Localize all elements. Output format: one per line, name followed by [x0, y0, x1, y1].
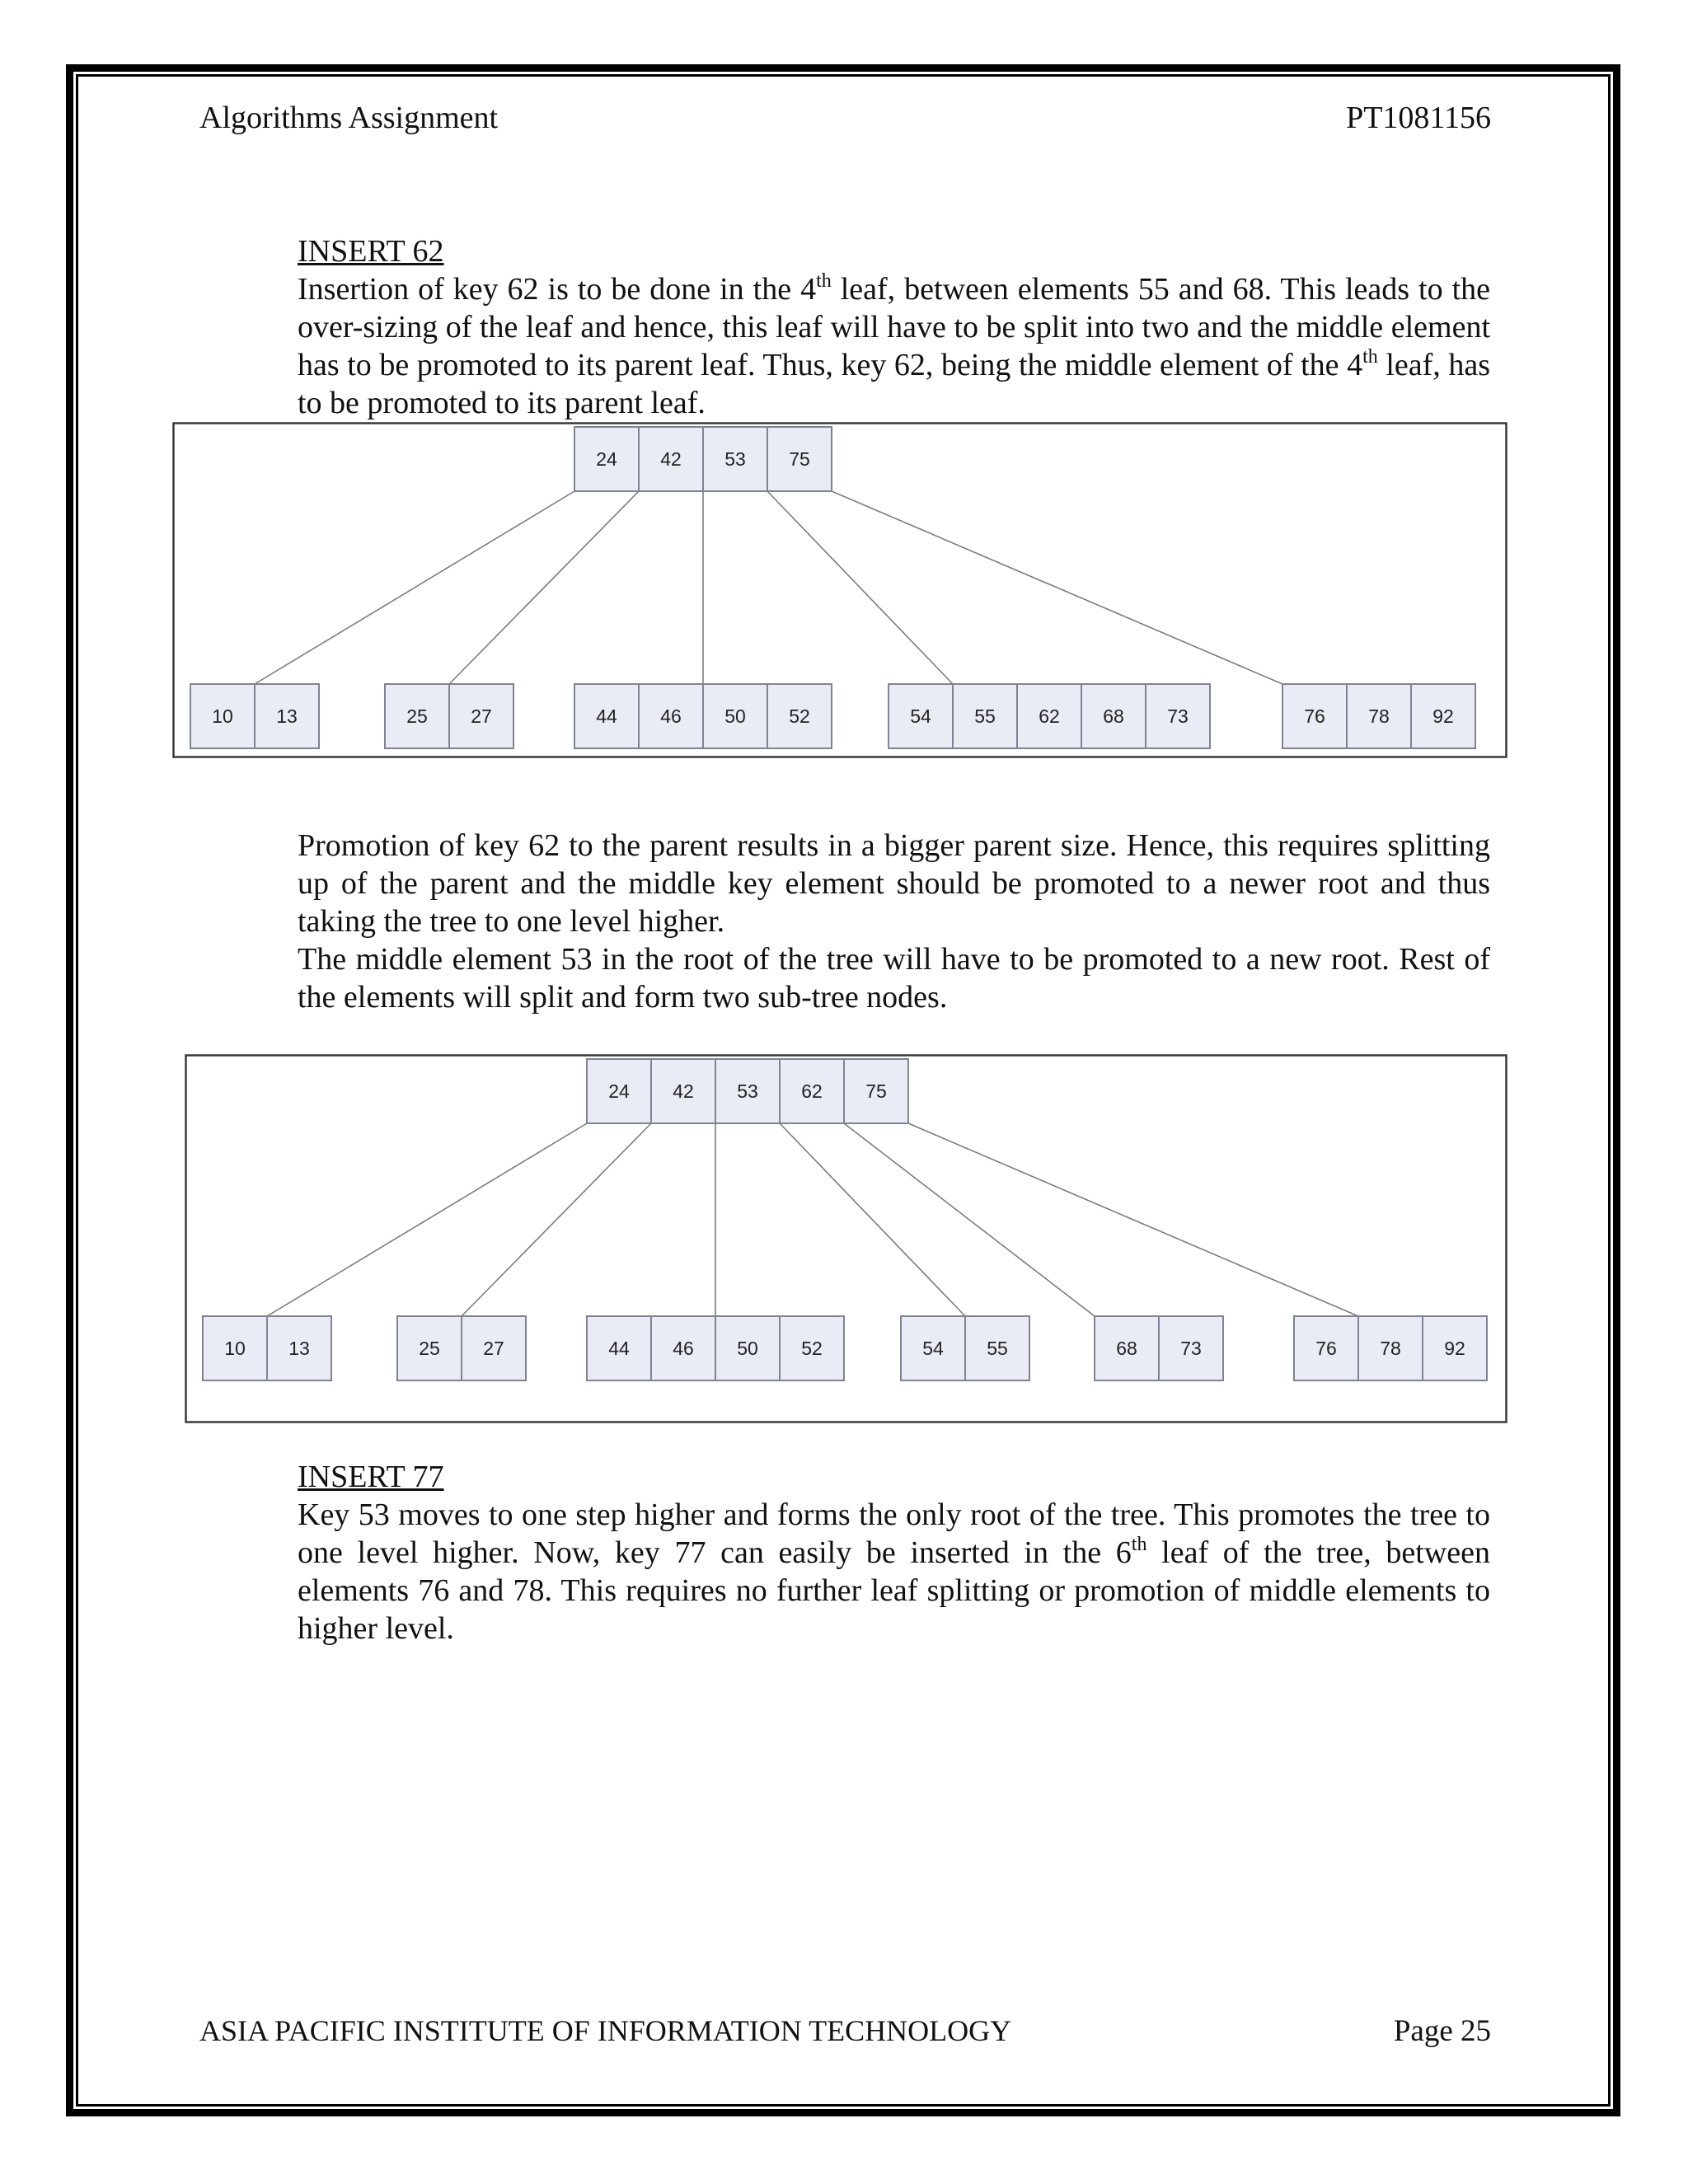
section-paragraph	[298, 1496, 1490, 1647]
key-label: 73	[1180, 1338, 1202, 1359]
key-label: 75	[789, 448, 810, 470]
root-node	[587, 1059, 908, 1123]
key-label: 52	[789, 705, 810, 727]
section-insert-62	[298, 232, 1490, 422]
key-label: 75	[865, 1080, 887, 1102]
leaf-node	[203, 1316, 331, 1380]
key-label: 42	[673, 1080, 694, 1102]
leaf-node	[397, 1316, 526, 1380]
key-label: 44	[596, 705, 617, 727]
section-insert-77	[298, 1458, 1490, 1647]
key-label: 73	[1167, 705, 1189, 727]
key-label: 24	[596, 448, 617, 470]
key-label: 10	[212, 705, 233, 727]
key-label: 54	[922, 1338, 944, 1359]
btree-diagram-1	[172, 422, 1507, 758]
footer-institute: ASIA PACIFIC INSTITUTE OF INFORMATION TECHNOLOGY	[199, 2014, 1012, 2047]
text-run: leaf, between elements 55 and 68. This leads to the over-sizing of the leaf and hence, this leaf will have to be split into two and the middle element has to be promoted to its parent leaf. Thus, key 62, being the middle element of the 4	[298, 272, 1491, 382]
key-label: 55	[987, 1338, 1008, 1359]
key-label: 24	[608, 1080, 630, 1102]
superscript: th	[1131, 1534, 1147, 1555]
superscript: th	[1362, 346, 1378, 368]
leaf-node	[1294, 1316, 1487, 1380]
text-run: Insertion of key 62 is to be done in the 4	[298, 272, 817, 307]
section-paragraph	[298, 270, 1490, 422]
key-label: 68	[1103, 705, 1124, 727]
key-label: 52	[801, 1338, 823, 1359]
key-label: 50	[724, 705, 746, 727]
section-heading: INSERT 62	[298, 234, 444, 269]
key-label: 62	[801, 1080, 823, 1102]
key-label: 76	[1304, 705, 1325, 727]
superscript: th	[816, 270, 832, 292]
key-label: 25	[419, 1338, 440, 1359]
key-label: 78	[1380, 1338, 1401, 1359]
key-label: 92	[1444, 1338, 1465, 1359]
key-label: 62	[1039, 705, 1060, 727]
section-paragraph: The middle element 53 in the root of the tree will have to be promoted to a new root. Rest of the elements will split and form two sub-tree nodes.	[298, 942, 1490, 1015]
leaf-node	[1095, 1316, 1223, 1380]
key-label: 68	[1116, 1338, 1137, 1359]
key-label: 55	[974, 705, 996, 727]
key-label: 46	[660, 705, 682, 727]
leaf-node	[385, 684, 513, 748]
key-label: 27	[483, 1338, 504, 1359]
key-label: 53	[724, 448, 746, 470]
key-label: 13	[276, 705, 298, 727]
key-label: 78	[1368, 705, 1390, 727]
btree-diagram-2-svg	[185, 1054, 1507, 1423]
section-promotion	[298, 827, 1490, 1016]
text-run: Key 53 moves to one step higher and forms the only root of the tree. This promotes the tree to one level higher. Now, key 77 can easily be inserted in the 6	[298, 1497, 1490, 1570]
text-run: leaf, has to be promoted to its parent leaf.	[298, 348, 1490, 420]
key-label: 46	[673, 1338, 694, 1359]
leaf-node	[1282, 684, 1475, 748]
section-heading: INSERT 77	[298, 1460, 444, 1494]
key-label: 25	[406, 705, 428, 727]
key-label: 54	[910, 705, 931, 727]
key-label: 10	[224, 1338, 246, 1359]
header-student-id: PT1081156	[1346, 101, 1491, 135]
leaf-node	[587, 1316, 844, 1380]
leaf-node	[190, 684, 319, 748]
key-label: 27	[471, 705, 492, 727]
key-label: 76	[1315, 1338, 1337, 1359]
key-label: 42	[660, 448, 682, 470]
leaf-node	[901, 1316, 1029, 1380]
text-run: leaf of the tree, between elements 76 and 78. This requires no further leaf splitting or promotion of middle elements to higher level.	[298, 1535, 1490, 1646]
leaf-node	[889, 684, 1210, 748]
btree-diagram-1-svg	[172, 422, 1507, 758]
key-label: 13	[288, 1338, 310, 1359]
header-title: Algorithms Assignment	[199, 101, 499, 135]
key-label: 92	[1432, 705, 1454, 727]
section-paragraph: Promotion of key 62 to the parent results in a bigger parent size. Hence, this requires splitting up of the parent and the middle key element should be promoted to a newer root and thus taking the tree to one level higher.	[298, 828, 1490, 939]
footer-page-number: Page 25	[1393, 2014, 1491, 2048]
root-node	[574, 427, 832, 491]
key-label: 44	[608, 1338, 630, 1359]
key-label: 50	[737, 1338, 758, 1359]
key-label: 53	[737, 1080, 758, 1102]
btree-diagram-2	[185, 1054, 1507, 1423]
leaf-node	[574, 684, 832, 748]
